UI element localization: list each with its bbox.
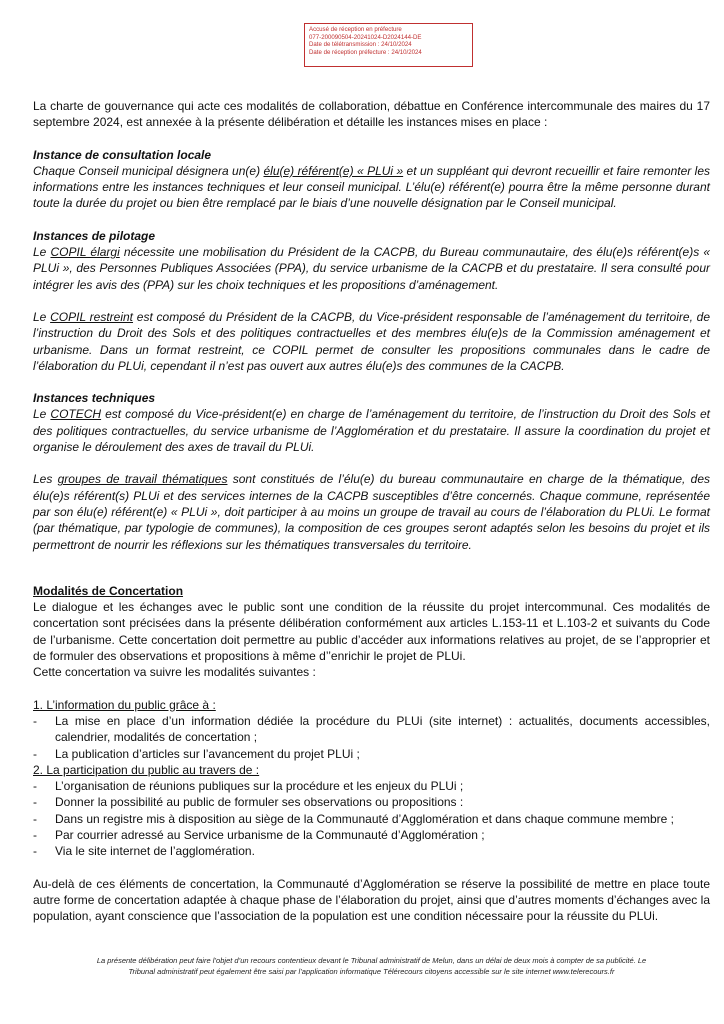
section-heading: Modalités de Concertation — [33, 583, 184, 598]
section-heading: Instance de consultation locale — [33, 147, 212, 162]
list-item: - La mise en place d’un information dédiée la procédure du PLUi (site internet) : actualités, documents accessibles, calendrier, modalités de concertation ; — [33, 713, 710, 745]
bullet-dash: - — [33, 811, 37, 826]
document-body — [33, 98, 710, 924]
list-item: - Donner la possibilité au public de formuler ses observations ou propositions : — [33, 795, 464, 810]
footer-line: La présente délibération peut faire l’objet d’un recours contentieux devant le Tribunal administratif de Melun, dans un délai de deux mois à compter de sa publicité. Le — [96, 956, 647, 965]
list-item: - Via le site internet de l’agglomération. — [33, 844, 255, 859]
stamp-line: Accusé de réception en préfecture — [309, 26, 402, 33]
paragraph-groupes-travail: Les groupes de travail thématiques sont constitués de l’élu(e) du bureau communautaire en charge de la thématique, des élu(e)s référent(s) PLUi et des services internes de la CACPB susceptibles d’être concernés. Chaque commune, représentée par son élu(e) référent(e) « PLUi », doit participer à au moins un groupe de travail au cours de l’élaboration du PLUi. Le format (par thématique, par typologie de communes), la composition de ces groupes seront adaptés selon les besoins du projet et ils permettront de nourrir les réflexions sur les thématiques transversales du territoire. — [33, 472, 710, 552]
stamp-line: Date de télétransmission : 24/10/2024 — [309, 41, 412, 48]
subsection-heading: 1. L’information du public grâce à : — [33, 697, 216, 712]
intro-paragraph: La charte de gouvernance qui acte ces modalités de collaboration, débattue en Conférence intercommunale des maires du 17 septembre 2024, est annexée à la présente délibération et détaille les instances mises en place : — [33, 99, 710, 130]
section-techniques — [33, 390, 710, 553]
paragraph-copil-elargi: Le COPIL élargi nécessite une mobilisation du Président de la CACPB, du Bureau communautaire, des élu(e)s référent(e)s « PLUi », des Personnes Publiques Associées (PPA), du service urbanisme de la CACPB et du prestataire. Il sera consulté pour intégrer les avis des (PPA) sur les choix techniques et les propositions d’aménagement. — [33, 245, 710, 292]
stamp-line: 077-200090504-20241024-D2024144-DE — [309, 33, 422, 41]
paragraph-copil-restreint: Le COPIL restreint est composé du Président de la CACPB, du Vice-président responsable de l’aménagement du territoire, de l’instruction du Droit des Sols et des politiques contractuelles et des membres élu(e)s de la Commission aménagement et urbanisme. Dans un format restreint, ce COPIL permet de consulter les propositions communales dans le cadre de l’élaboration du PLUi, cependant il n’est pas ouvert aux autres élu(e)s des communes de la CACPB. — [33, 309, 711, 373]
underlined-term: COPIL élargi — [50, 245, 120, 260]
bullet-dash: - — [33, 844, 37, 859]
footer-line: Tribunal administratif peut également être saisi par l’application informatique Télérecours citoyens accessible sur le site internet www.telerecours.fr — [128, 967, 615, 976]
stamp-line: Date de réception préfecture : 24/10/2024 — [309, 48, 422, 56]
list-item: - Par courrier adressé au Service urbanisme de la Communauté d’Agglomération ; — [33, 827, 485, 842]
list-item: - La publication d’articles sur l’avancement du projet PLUi ; — [33, 746, 360, 761]
paragraph: Cette concertation va suivre les modalités suivantes : — [33, 665, 316, 680]
underlined-term: élu(e) référent(e) « PLUi » — [263, 163, 404, 178]
paragraph-cotech: Le COTECH est composé du Vice-président(e) en charge de l’aménagement du territoire, de l’instruction du Droit des Sols et des politiques contractuelles, du service urbanisme de l’Agglomération et du prestataire. Il assure la coordination du projet et organise le déroulement des axes de travail du PLUi. — [33, 407, 710, 455]
list-item: - L’organisation de réunions publiques sur la procédure et les enjeux du PLUi ; — [33, 779, 464, 794]
section-heading: Instances techniques — [33, 391, 156, 406]
bullet-dash: - — [33, 827, 37, 842]
section-heading: Instances de pilotage — [33, 228, 156, 243]
paragraph: Chaque Conseil municipal désignera un(e) élu(e) référent(e) « PLUi » et un suppléant qui devront recueillir et faire remonter les informations entre les instances techniques et leur conseil municipal. L’élu(e) référent(e) pourra être la même personne durant toute la durée du projet ou bien être remplacé par le biais d’une nouvelle désignation par le Conseil municipal. — [33, 163, 710, 211]
prefecture-receipt-stamp — [304, 23, 473, 67]
section-pilotage — [33, 228, 710, 374]
paragraph: Le dialogue et les échanges avec le public sont une condition de la réussite du projet intercommunal. Ces modalités de concertation sont précisées dans la présente délibération conformément aux articles L.153-11 et L.103-2 et suivants du Code de l’urbanisme. Cette concertation doit permettre au public d’accéder aux informations relatives au projet, de se l’approprier et de formuler des observations et propositions à même d’’enrichir le projet de PLUi. — [33, 600, 710, 664]
bullet-dash: - — [33, 713, 37, 728]
underlined-term: COPIL restreint — [50, 309, 134, 324]
subsection-heading: 2. La participation du public au travers de : — [33, 762, 260, 777]
section-consultation-locale — [33, 147, 710, 212]
legal-footer — [33, 955, 710, 977]
bullet-dash: - — [33, 795, 37, 810]
bullet-dash: - — [33, 779, 37, 794]
list-item: - Dans un registre mis à disposition au siège de la Communauté d’Agglomération et dans chaque commune membre ; — [33, 811, 674, 826]
closing-paragraph: Au-delà de ces éléments de concertation, la Communauté d’Agglomération se réserve la possibilité de mettre en place toute autre forme de concertation adaptée à chaque phase de l’élaboration du projet, ainsi que d’autres moments d’échanges avec la population, ayant conscience que l’association de la population est une condition nécessaire pour la réussite du PLUi. — [33, 876, 710, 924]
bullet-dash: - — [33, 746, 37, 761]
underlined-term: groupes de travail thématiques — [57, 472, 228, 487]
section-concertation — [33, 583, 710, 925]
underlined-term: COTECH — [50, 407, 102, 422]
